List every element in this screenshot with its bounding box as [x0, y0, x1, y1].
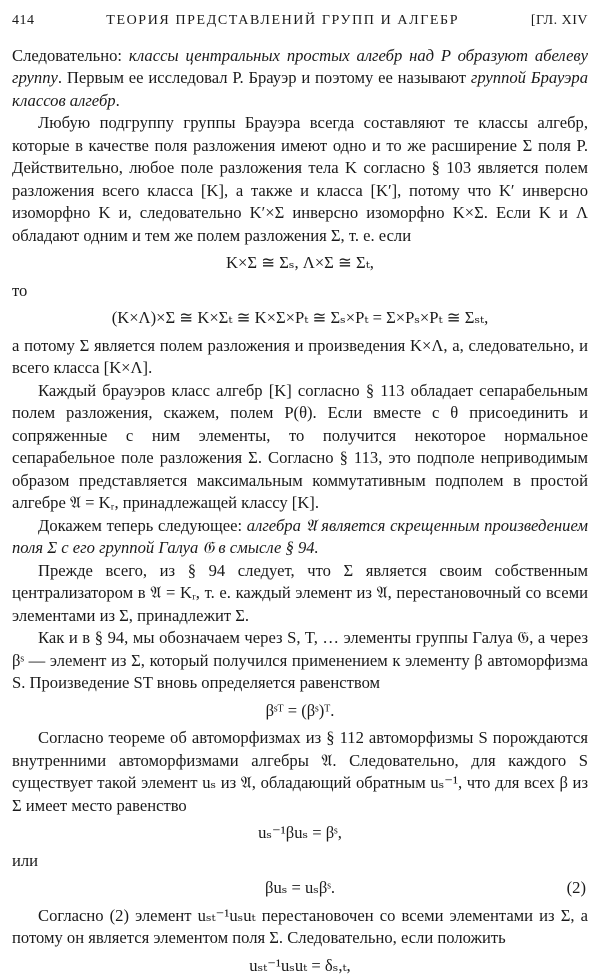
emphasis-text: классы центральных простых алгебр над P образуют абелеву группу: [12, 46, 588, 88]
text-span: . Первым ее исследовал Р. Брауэр и поэтому ее называют: [58, 68, 471, 87]
formula-2: (K×Λ)×Σ ≅ K×Σₜ ≅ K×Σ×Pₜ ≅ Σₛ×Pₜ = Σ×Pₛ×Pₜ ≅ Σₛₜ,: [12, 307, 588, 330]
formula-5-text: βuₛ = uₛβˢ.: [265, 878, 335, 897]
word-ili: или: [12, 850, 588, 873]
paragraph-9: Согласно (2) элемент uₛₜ⁻¹uₛuₜ перестановочен со всеми элементами из Σ, а потому он является элементом поля Σ. Следовательно, если положить: [12, 905, 588, 950]
text-span: .: [116, 91, 120, 110]
text-span: Следовательно:: [12, 46, 129, 65]
emphasis-text: группой Брауэра классов алгебр: [12, 68, 588, 110]
paragraph-4: Каждый брауэров класс алгебр [K] согласно § 113 обладает сепарабельным полем разложения, скажем, полем P(θ). Если вместе с θ присоединить и сопряженные с ним элементы, то получится некоторое нормальное сепарабельное поле разложения Σ. Согласно § 113, это подполе неприводимым образом представляется максимальным коммутативным подполем в простой алгебре 𝔄 = Kᵣ, принадлежащей классу [K].: [12, 380, 588, 515]
paragraph-5: [12, 515, 588, 560]
running-head: [12, 10, 588, 33]
word-to: то: [12, 280, 588, 303]
text-span: Докажем теперь следующее:: [38, 516, 247, 535]
formula-3: βˢᵀ = (βˢ)ᵀ.: [12, 700, 588, 723]
equation-number: (2): [567, 877, 586, 900]
formula-5: [12, 877, 588, 900]
paragraph-8: Согласно теореме об автоморфизмах из § 112 автоморфизмы S порождаются внутренними автоморфизмами алгебры 𝔄. Следовательно, для каждого S существует такой элемент uₛ из 𝔄, обладающий обратным uₛ⁻¹, что для всех β из Σ имеет место равенство: [12, 727, 588, 817]
emphasis-text: алгебра 𝔄 является скрещенным произведением поля Σ с его группой Галуа 𝔊 в смысле § 94.: [12, 516, 588, 558]
page-number: 414: [12, 10, 35, 33]
paragraph-7: Как и в § 94, мы обозначаем через S, T, … элементы группы Галуа 𝔊, а через βˢ — элемент из Σ, который получился применением к элементу β автоморфизма S. Произведение ST вновь определяется равенством: [12, 627, 588, 695]
chapter-ref: [ГЛ. XIV: [531, 10, 588, 33]
formula-1: K×Σ ≅ Σₛ, Λ×Σ ≅ Σₜ,: [12, 252, 588, 275]
formula-4: uₛ⁻¹βuₛ = βˢ,: [12, 822, 588, 845]
formula-6: uₛₜ⁻¹uₛuₜ = δₛ,ₜ,: [12, 955, 588, 977]
running-title: ТЕОРИЯ ПРЕДСТАВЛЕНИЙ ГРУПП И АЛГЕБР: [106, 10, 459, 33]
paragraph-3: а потому Σ является полем разложения и произведения K×Λ, а, следовательно, и всего класса [K×Λ].: [12, 335, 588, 380]
paragraph-2: Любую подгруппу группы Брауэра всегда составляют те классы алгебр, которые в качестве поля разложения имеют одно и то же расширение Σ поля P. Действительно, любое поле разложения тела K согласно § 103 является полем разложения всего класса [K], а также и класса [K′], потому что K′ инверсно изоморфно K и, следовательно K′×Σ инверсно изоморфно K×Σ. Если K и Λ обладают одним и тем же полем разложения Σ, т. е. если: [12, 112, 588, 247]
paragraph-1: [12, 45, 588, 113]
paragraph-6: Прежде всего, из § 94 следует, что Σ является своим собственным централизатором в 𝔄 = Kᵣ, т. е. каждый элемент из 𝔄, перестановочный со всеми элементами из Σ, принадлежит Σ.: [12, 560, 588, 628]
